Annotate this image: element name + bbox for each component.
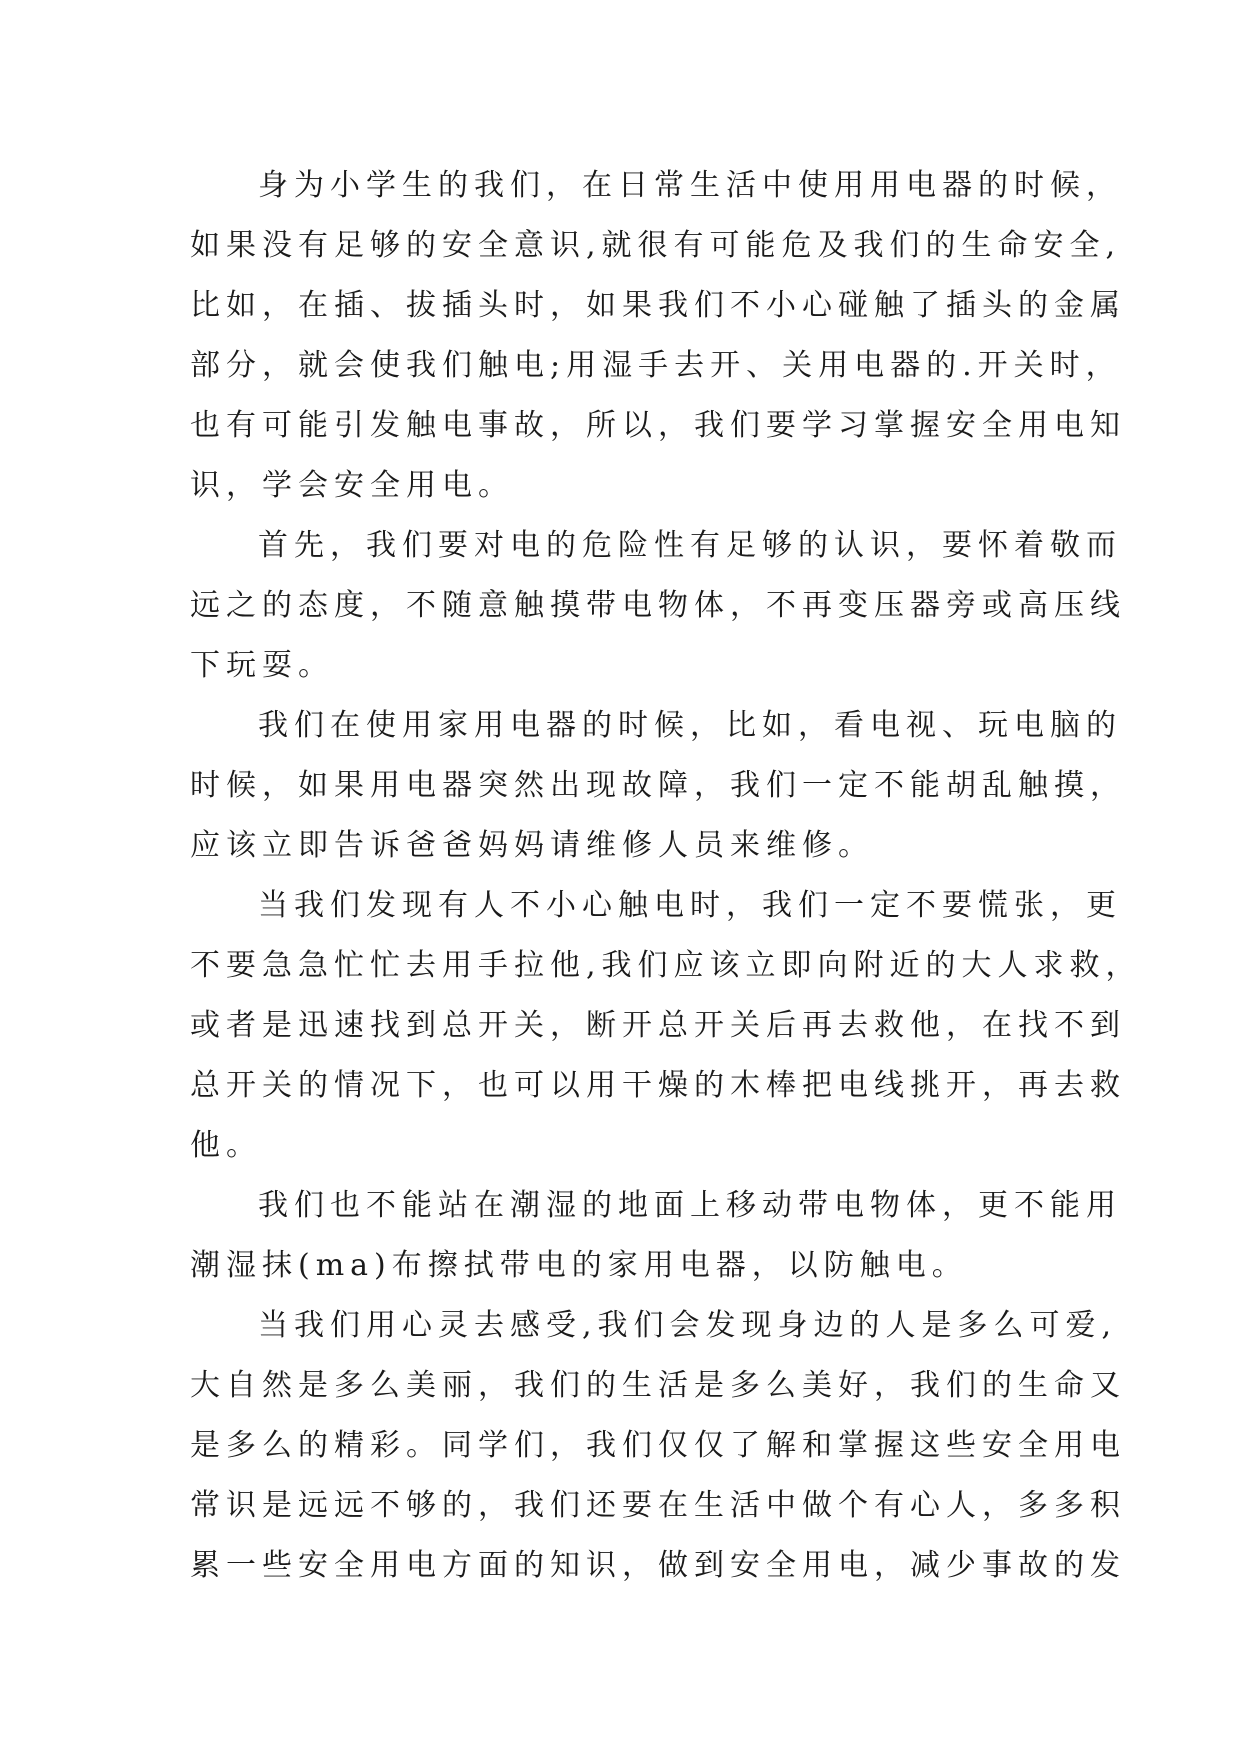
text-line: 时候，如果用电器突然出现故障，我们一定不能胡乱触摸， bbox=[190, 768, 1126, 803]
paragraph-4 bbox=[190, 876, 1142, 1176]
document-body bbox=[190, 156, 1142, 1596]
paragraph-3 bbox=[190, 696, 1126, 876]
text-line: 我们在使用家用电器的时候，比如，看电视、玩电脑的 bbox=[258, 708, 1122, 743]
paragraph-5 bbox=[190, 1176, 1122, 1296]
text-line: 总开关的情况下，也可以用干燥的木棒把电线挑开，再去救 bbox=[190, 1068, 1126, 1103]
text-line: 比如，在插、拔插头时，如果我们不小心碰触了插头的金属 bbox=[190, 288, 1126, 323]
text-line: 他。 bbox=[190, 1128, 262, 1163]
text-line: 识，学会安全用电。 bbox=[190, 468, 514, 503]
text-line: 潮湿抹(ma)布擦拭带电的家用电器，以防触电。 bbox=[190, 1248, 968, 1283]
text-line: 也有可能引发触电事故，所以，我们要学习掌握安全用电知 bbox=[190, 408, 1126, 443]
text-line: 首先，我们要对电的危险性有足够的认识，要怀着敬而 bbox=[258, 528, 1122, 563]
text-line: 下玩耍。 bbox=[190, 648, 334, 683]
paragraph-1 bbox=[190, 156, 1126, 516]
text-line: 常识是远远不够的，我们还要在生活中做个有心人，多多积 bbox=[190, 1488, 1126, 1523]
text-line: 当我们发现有人不小心触电时，我们一定不要慌张，更 bbox=[258, 888, 1122, 923]
text-line: 应该立即告诉爸爸妈妈请维修人员来维修。 bbox=[190, 828, 874, 863]
text-line: 如果没有足够的安全意识,就很有可能危及我们的生命安全, bbox=[190, 228, 1122, 263]
text-line: 当我们用心灵去感受,我们会发现身边的人是多么可爱, bbox=[258, 1308, 1118, 1343]
paragraph-2 bbox=[190, 516, 1126, 696]
text-line: 身为小学生的我们，在日常生活中使用用电器的时候， bbox=[258, 168, 1122, 203]
text-line: 大自然是多么美丽，我们的生活是多么美好，我们的生命又 bbox=[190, 1368, 1126, 1403]
paragraph-6 bbox=[190, 1296, 1126, 1596]
text-line: 累一些安全用电方面的知识，做到安全用电，减少事故的发 bbox=[190, 1548, 1126, 1583]
text-line: 或者是迅速找到总开关，断开总开关后再去救他，在找不到 bbox=[190, 1008, 1126, 1043]
text-line: 部分，就会使我们触电;用湿手去开、关用电器的.开关时， bbox=[190, 348, 1122, 383]
text-line: 我们也不能站在潮湿的地面上移动带电物体，更不能用 bbox=[258, 1188, 1122, 1223]
text-line: 是多么的精彩。同学们，我们仅仅了解和掌握这些安全用电 bbox=[190, 1428, 1126, 1463]
text-line: 不要急急忙忙去用手拉他,我们应该立即向附近的大人求救， bbox=[190, 948, 1142, 983]
text-line: 远之的态度，不随意触摸带电物体，不再变压器旁或高压线 bbox=[190, 588, 1126, 623]
